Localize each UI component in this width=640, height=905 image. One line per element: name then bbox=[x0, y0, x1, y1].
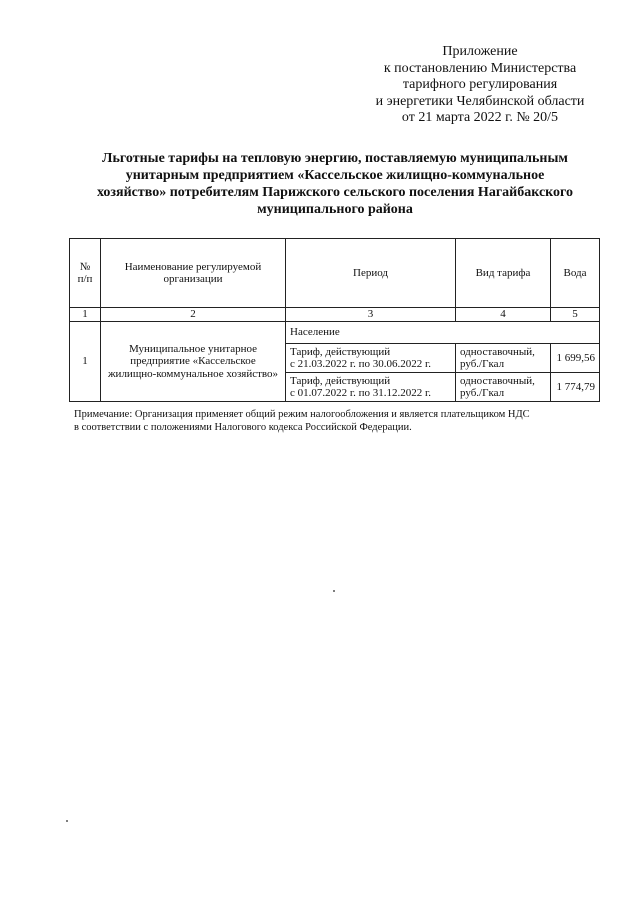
table-row bbox=[70, 322, 600, 344]
tariff-type-line: руб./Гкал bbox=[460, 358, 505, 370]
title-line: унитарным предприятием «Кассельское жилищно-коммунальное bbox=[125, 168, 545, 183]
period-line: с 21.03.2022 г. по 30.06.2022 г. bbox=[290, 358, 432, 370]
column-number: 1 bbox=[70, 308, 101, 322]
tariff-type-line: одноставочный, bbox=[460, 375, 535, 387]
tariff-type bbox=[456, 373, 551, 402]
header-tariff-type: Вид тарифа bbox=[456, 239, 551, 308]
table-note bbox=[74, 408, 594, 434]
scan-speck bbox=[333, 590, 335, 592]
row-number: 1 bbox=[70, 322, 101, 402]
column-number: 3 bbox=[286, 308, 456, 322]
appendix-line: Приложение bbox=[442, 44, 518, 59]
appendix-line: от 21 марта 2022 г. № 20/5 bbox=[401, 110, 559, 125]
document-title bbox=[70, 150, 600, 218]
tariff-period bbox=[286, 344, 456, 373]
water-tariff: 1 774,79 bbox=[551, 373, 600, 402]
scan-speck bbox=[66, 820, 68, 822]
title-line: Льготные тарифы на тепловую энергию, поставляемую муниципальным bbox=[102, 151, 568, 166]
column-numbers-row bbox=[70, 308, 600, 322]
period-line: Тариф, действующий bbox=[290, 375, 391, 387]
tariff-period bbox=[286, 373, 456, 402]
column-number: 5 bbox=[551, 308, 600, 322]
appendix-line: тарифного регулирования bbox=[402, 77, 558, 92]
appendix-block bbox=[330, 44, 630, 127]
header-period: Период bbox=[286, 239, 456, 308]
tariff-type-line: одноставочный, bbox=[460, 346, 535, 358]
consumer-group: Население bbox=[286, 322, 600, 344]
table-header-row bbox=[70, 239, 600, 308]
tariff-table bbox=[69, 238, 600, 402]
organization-name: Муниципальное унитарное предприятие «Кассельское жилищно-коммунальное хозяйство» bbox=[101, 322, 286, 402]
appendix-line: к постановлению Министерства bbox=[383, 60, 577, 76]
water-tariff: 1 699,56 bbox=[551, 344, 600, 373]
period-line: с 01.07.2022 г. по 31.12.2022 г. bbox=[290, 387, 432, 399]
tariff-type bbox=[456, 344, 551, 373]
header-water: Вода bbox=[551, 239, 600, 308]
period-line: Тариф, действующий bbox=[290, 346, 391, 358]
title-line: муниципального района bbox=[257, 202, 413, 217]
tariff-type-line: руб./Гкал bbox=[460, 387, 505, 399]
column-number: 4 bbox=[456, 308, 551, 322]
header-org: Наименование регулируемой организации bbox=[101, 239, 286, 308]
header-num: № п/п bbox=[70, 239, 101, 308]
note-line: Примечание: Организация применяет общий режим налогообложения и является плательщиком НДС bbox=[74, 409, 530, 420]
appendix-line: и энергетики Челябинской области bbox=[375, 93, 585, 109]
column-number: 2 bbox=[101, 308, 286, 322]
note-line: в соответствии с положениями Налогового кодекса Российской Федерации. bbox=[74, 422, 412, 433]
title-line: хозяйство» потребителям Парижского сельского поселения Нагайбакского bbox=[96, 185, 574, 200]
